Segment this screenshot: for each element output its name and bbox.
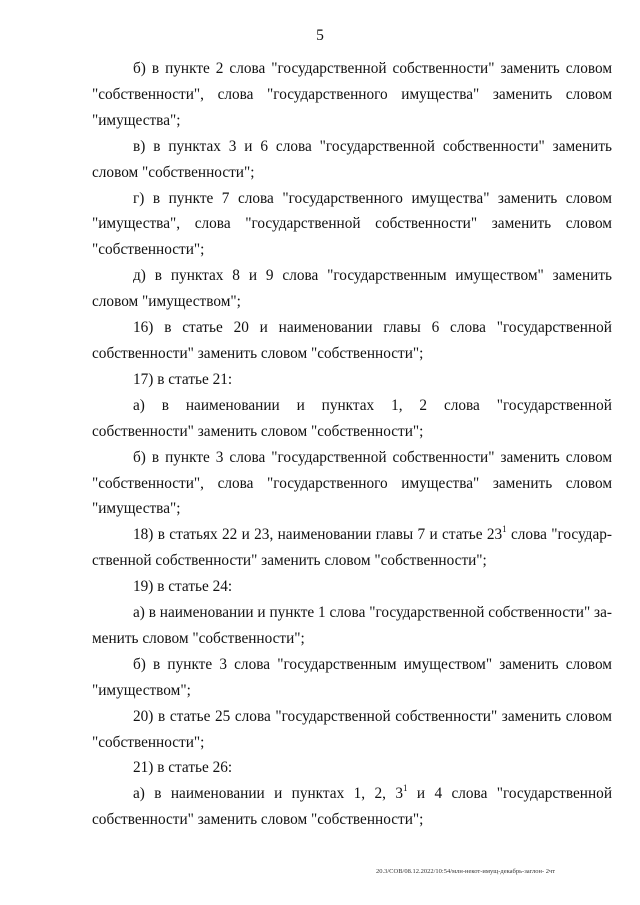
superscript-1: 1	[402, 783, 408, 794]
paragraph-1b: б) в пункте 2 слова "государственной собственности" заменить словом "собственности", слова "государственного имущества" заменить словом "имущества";	[92, 60, 612, 129]
paragraph-21: 21) в статье 26:	[133, 759, 233, 777]
paragraph-18	[92, 522, 612, 574]
paragraph-20: 20) в статье 25 слова "государственной собственности" заменить словом "собственности";	[92, 707, 612, 751]
paragraph-1g: г) в пункте 7 слова "государственного имущества" заменить словом "имущества", слова "государственной собственности" заменить словом "собственности";	[92, 189, 612, 259]
paragraph-16: 16) в статье 20 и наименовании главы 6 слова "государственной собственности" заменить словом "собственности";	[92, 319, 612, 362]
paragraph-17a: а) в наименовании и пунктах 1, 2 слова "государственной собственности" заменить словом "собственности";	[92, 396, 612, 440]
document-body	[92, 56, 612, 833]
paragraph-19a: а) в наименовании и пункте 1 слова "государственной собственности" заменить словом "собственности";	[92, 604, 612, 647]
document-footer-code: 20.3/СОВ/08.12.2022/10:54/млн-некот-имущ-декабрь-заглон- 2чт	[376, 868, 556, 875]
paragraph-21a	[92, 781, 612, 833]
superscript-1: 1	[502, 524, 507, 535]
paragraph-17b: б) в пункте 3 слова "государственной собственности" заменить словом "собственности", слова "государственного имущества" заменить словом "имущества";	[92, 448, 612, 518]
paragraph-19b: б) в пункте 3 слова "государственным имуществом" заменить словом "имуществом";	[92, 655, 612, 699]
paragraph-17: 17) в статье 21:	[133, 370, 233, 388]
paragraph-18-part-1: 18) в статьях 22 и 23, наименовании главы 7 и статье 23	[133, 526, 503, 544]
paragraph-18-part-2: слова "государственной собственности" заменить словом "собственности";	[92, 526, 612, 570]
paragraph-1v: в) в пунктах 3 и 6 слова "государственной собственности" заменить словом "собственности";	[92, 137, 612, 181]
paragraph-21a-part-2: и 4 слова "государственной собственности" заменить словом "собственности";	[92, 785, 613, 829]
page-number: 5	[316, 27, 324, 44]
paragraph-1d: д) в пунктах 8 и 9 слова "государственным имуществом" заменить словом "имуществом";	[92, 267, 612, 311]
paragraph-21a-part-1: а) в наименовании и пунктах 1, 2, 3	[133, 785, 403, 803]
paragraph-19: 19) в статье 24:	[133, 578, 233, 596]
